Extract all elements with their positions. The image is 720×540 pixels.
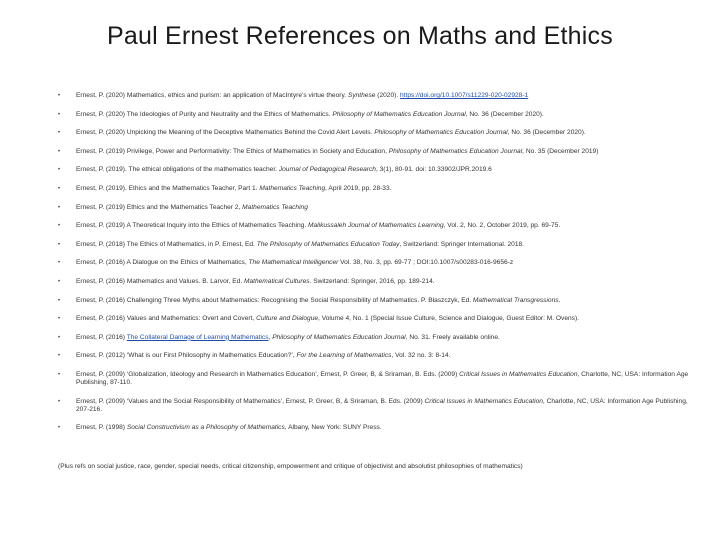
reference-list xyxy=(58,92,698,443)
reference-item xyxy=(58,148,698,156)
reference-text xyxy=(76,371,698,387)
reference-text xyxy=(76,92,698,100)
reference-item xyxy=(58,398,698,414)
reference-segment: Ernest, P. (2019) Privilege, Power and Performativity: The Ethics of Mathematics in Society and Education, xyxy=(76,147,389,155)
reference-title-italic: Malikussaleh Journal of Mathematics Learning xyxy=(308,222,444,230)
reference-item xyxy=(58,185,698,193)
reference-item xyxy=(58,129,698,137)
reference-text xyxy=(76,334,698,342)
bullet-icon: • xyxy=(58,398,61,405)
bullet-icon: • xyxy=(58,148,61,155)
reference-segment: Ernest, P. (2020) The Ideologies of Purity and Neutrality and the Ethics of Mathematics. xyxy=(76,110,333,118)
reference-title-italic: Philosophy of Mathematics Education Journal xyxy=(272,333,406,341)
reference-title-italic: Culture and Dialogue xyxy=(256,315,319,323)
reference-segment: , Switzerland: Springer International. 2018. xyxy=(399,240,525,248)
bullet-icon: • xyxy=(58,93,61,99)
bullet-icon: • xyxy=(58,204,61,211)
reference-title-italic: Philosophy of Mathematics Education Journal xyxy=(332,110,466,118)
reference-title-italic: Mathematical Cultures xyxy=(243,277,310,285)
reference-segment: Ernest, P. (2016) xyxy=(76,333,127,341)
reference-item xyxy=(58,241,698,249)
reference-item xyxy=(58,166,698,174)
reference-title-italic: The Mathematical Intelligencer xyxy=(248,259,339,267)
reference-segment: , Vol. 2, No. 2, October 2019, pp. 69-75. xyxy=(443,222,561,230)
reference-segment: . Switzerland: Springer, 2016, pp. 189-214. xyxy=(309,277,435,285)
bullet-icon: • xyxy=(58,185,61,192)
reference-title-italic: Mathematical Transgressions xyxy=(472,296,559,304)
reference-segment: , 3(1), 80-91. doi: 10.33902/JPR.2019.6 xyxy=(375,166,492,174)
reference-text xyxy=(76,111,698,119)
reference-segment: Ernest, P. (2020) Mathematics, ethics and purism: an application of MacIntyre’s virtue theory. xyxy=(76,92,348,99)
reference-title-italic: Synthese xyxy=(347,92,376,99)
bullet-icon: • xyxy=(58,111,61,118)
reference-text xyxy=(76,185,698,193)
reference-text xyxy=(76,129,698,137)
reference-text xyxy=(76,424,698,432)
reference-segment: Ernest, P. (2019). Ethics and the Mathematics Teacher, Part 1. xyxy=(76,184,260,192)
reference-item xyxy=(58,278,698,286)
bullet-icon: • xyxy=(58,334,61,341)
reference-item xyxy=(58,371,698,387)
reference-segment: Ernest, P. (2009) ‘Values and the Social Responsibility of Mathematics’, Ernest, P. Greer, B, & Sriraman, B. Eds. (2009) xyxy=(76,397,425,405)
footer-note: (Plus refs on social justice, race, gender, special needs, critical citizenship, empowerment and critique of objectivist and absolutist philosophies of mathematics) xyxy=(58,463,523,470)
reference-item xyxy=(58,222,698,230)
reference-text xyxy=(76,352,698,360)
reference-text xyxy=(76,315,698,323)
reference-text xyxy=(76,278,698,286)
reference-segment: Ernest, P. (2009) ‘Globalization, Ideology and Research in Mathematics Education’, Ernest, P. Greer, B, & Sriraman, B. Eds. (2009) xyxy=(76,370,460,378)
reference-title-italic: Philosophy of Mathematics Education Journal xyxy=(388,147,523,155)
bullet-icon: • xyxy=(58,223,61,230)
bullet-icon: • xyxy=(58,371,61,378)
reference-segment: . xyxy=(558,296,561,304)
page-title: Paul Ernest References on Maths and Ethics xyxy=(107,22,613,50)
reference-item xyxy=(58,92,698,100)
reference-segment: , Charlotte, NC, USA: Information Age Publishing, 87-110. xyxy=(76,370,689,386)
reference-segment: , Charlotte, NC, USA: Information Age Publishing, 207-216. xyxy=(76,397,688,413)
reference-title-italic: Journal of Pedagogical Research xyxy=(278,166,376,174)
reference-segment: , Volume 4, No. 1 (Special Issue Culture, Science and Dialogue, Guest Editor: M. Ovens). xyxy=(318,315,579,323)
reference-segment: , Vol. 32 no. 3: 8-14. xyxy=(391,352,451,360)
reference-segment: Ernest, P. (1998) xyxy=(76,424,127,432)
reference-text xyxy=(76,398,698,414)
reference-title-italic: Philosophy of Mathematics Education Journal xyxy=(374,129,508,137)
bullet-icon: • xyxy=(58,316,61,323)
reference-segment: Ernest, P. (2016) Challenging Three Myths about Mathematics: Recognising the Social Responsibility of Mathematics. P. Błaszczyk, Ed. xyxy=(76,296,473,304)
reference-segment: , Albany, New York: SUNY Press. xyxy=(284,424,382,432)
reference-text xyxy=(76,297,698,305)
reference-segment: Ernest, P. (2012) ‘What is our First Philosophy in Mathematics Education?’, xyxy=(76,352,297,360)
reference-item xyxy=(58,424,698,432)
reference-segment: , No. 35 (December 2019) xyxy=(522,147,599,155)
reference-text xyxy=(76,148,698,156)
reference-item xyxy=(58,352,698,360)
bullet-icon: • xyxy=(58,130,61,137)
reference-segment: Ernest, P. (2016) Values and Mathematics: Overt and Covert, xyxy=(76,315,257,323)
reference-segment: Ernest, P. (2018) The Ethics of Mathematics, in P. Ernest, Ed. xyxy=(76,240,257,248)
bullet-icon: • xyxy=(58,353,61,360)
bullet-icon: • xyxy=(58,260,61,267)
reference-text xyxy=(76,259,698,267)
reference-segment: Ernest, P. (2019) Ethics and the Mathematics Teacher 2, xyxy=(76,203,243,211)
reference-item xyxy=(58,297,698,305)
bullet-icon: • xyxy=(58,297,61,304)
reference-segment: (2020). xyxy=(375,92,400,99)
reference-segment: Ernest, P. (2016) A Dialogue on the Ethics of Mathematics, xyxy=(76,259,249,267)
reference-segment: Ernest, P. (2016) Mathematics and Values. B. Larvor, Ed. xyxy=(76,277,244,285)
reference-segment: Vol. 38, No. 3, pp. 69-77 ; DOI:10.1007/s00283-016-9656-z xyxy=(338,259,514,267)
reference-segment: Ernest, P. (2019). The ethical obligations of the mathematics teacher. xyxy=(76,166,279,174)
reference-title-italic: For the Learning of Mathematics xyxy=(296,352,392,360)
reference-title-italic: The Philosophy of Mathematics Education Today xyxy=(256,240,400,248)
reference-item xyxy=(58,204,698,212)
bullet-icon: • xyxy=(58,241,61,248)
reference-item xyxy=(58,111,698,119)
bullet-icon: • xyxy=(58,167,61,174)
reference-segment: , No. 36 (December 2020). xyxy=(465,110,544,118)
reference-title-italic: Critical Issues in Mathematics Education xyxy=(459,370,578,378)
reference-text xyxy=(76,166,698,174)
reference-segment: Ernest, P. (2019) A Theoretical Inquiry into the Ethics of Mathematics Teaching. xyxy=(76,222,309,230)
reference-title-italic: Critical Issues in Mathematics Education xyxy=(424,397,543,405)
reference-segment: , April 2019, pp. 28-33. xyxy=(325,184,392,192)
reference-text xyxy=(76,222,698,230)
reference-item xyxy=(58,315,698,323)
reference-title-italic: Mathematics Teaching xyxy=(242,203,308,211)
reference-segment: , xyxy=(268,333,273,341)
reference-link[interactable]: https://doi.org/10.1007/s11229-020-02928-1 xyxy=(400,92,529,99)
reference-item xyxy=(58,334,698,342)
reference-link[interactable]: The Collateral Damage of Learning Mathematics xyxy=(126,333,269,341)
reference-title-italic: Mathematics Teaching xyxy=(259,184,326,192)
reference-title-italic: Social Constructivism as a Philosophy of Mathematics xyxy=(126,424,285,432)
reference-text xyxy=(76,204,698,212)
reference-item xyxy=(58,259,698,267)
bullet-icon: • xyxy=(58,425,61,432)
reference-segment: , No. 31. Freely available online. xyxy=(405,333,500,341)
bullet-icon: • xyxy=(58,278,61,285)
reference-segment: Ernest, P. (2020) Unpicking the Meaning of the Deceptive Mathematics Behind the Covid Alert Levels. xyxy=(76,129,375,137)
reference-segment: , No. 36 (December 2020). xyxy=(507,129,586,137)
reference-text xyxy=(76,241,698,249)
